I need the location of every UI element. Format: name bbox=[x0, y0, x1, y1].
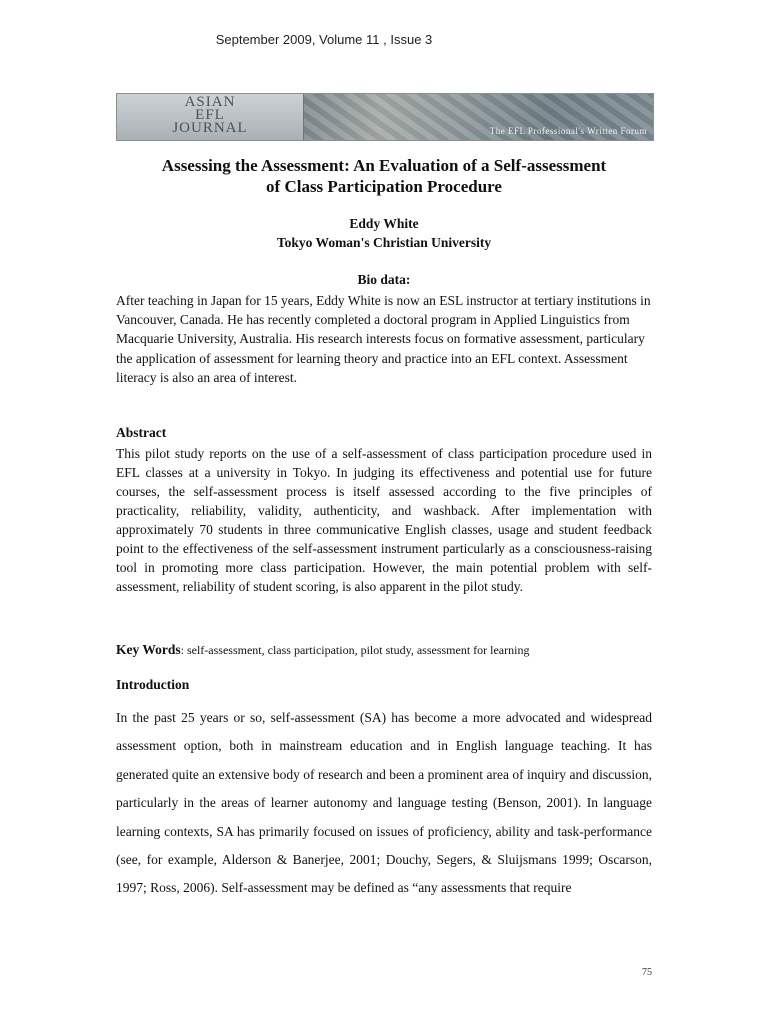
abstract-heading: Abstract bbox=[116, 425, 167, 440]
logo-line-efl: EFL bbox=[195, 107, 225, 123]
article-title-line-2: of Class Participation Procedure bbox=[266, 177, 502, 196]
introduction-heading: Introduction bbox=[116, 677, 190, 692]
issue-header: September 2009, Volume 11 , Issue 3 bbox=[215, 32, 433, 47]
keywords-label: Key Words bbox=[116, 642, 181, 657]
keywords-list: : self-assessment, class participation, pilot study, assessment for learning bbox=[180, 643, 530, 657]
article-title-line-1: Assessing the Assessment: An Evaluation of a Self-assessment bbox=[161, 156, 607, 175]
author-affiliation: Tokyo Woman's Christian University bbox=[276, 235, 492, 250]
abstract-paragraph: This pilot study reports on the use of a self-assessment of class participation procedure used in EFL classes at a university in Tokyo. In judging its effectiveness and potential use for future courses, the self-assessment process is itself assessed according to the five principles of practicality, reliability, validity, authenticity, and washback. After implementation with approximately 70 students in three communicative English classes, usage and student feedback point to the effectiveness of the self-assessment instrument particularly as a consciousness-raising tool in promoting more class participation. However, the main potential problem with self-assessment, reliability of student scoring, is also apparent in the pilot study. bbox=[116, 446, 652, 594]
page-number: 75 bbox=[642, 967, 652, 978]
banner-tagline: The EFL Professional's Written Forum bbox=[489, 126, 647, 136]
logo-line-journal: JOURNAL bbox=[172, 120, 248, 136]
author-name: Eddy White bbox=[349, 216, 419, 231]
journal-banner bbox=[116, 93, 654, 141]
bio-paragraph: After teaching in Japan for 15 years, Eddy White is now an ESL instructor at tertiary institutions in Vancouver, Canada. He has recently completed a doctoral program in Applied Linguistics from Macquarie University, Australia. His research interests focus on formative assessment, particulary the application of assessment for learning theory and practice into an EFL context. Assessment literacy is also an area of interest. bbox=[116, 293, 651, 385]
journal-logo bbox=[117, 96, 303, 135]
banner-map-image bbox=[304, 94, 653, 140]
logo-line-asian: ASIAN bbox=[184, 94, 236, 110]
bio-heading: Bio data: bbox=[357, 272, 411, 287]
keywords-line bbox=[116, 642, 652, 658]
journal-logo-panel bbox=[117, 94, 304, 140]
article-title bbox=[116, 155, 652, 197]
introduction-paragraph: In the past 25 years or so, self-assessment (SA) has become a more advocated and widespread assessment option, both in mainstream education and in English language teaching. It has generated quite an extensive body of research and been a prominent area of inquiry and discussion, particularly in the areas of learner autonomy and language testing (Benson, 2001). In language learning contexts, SA has primarily focused on issues of proficiency, ability and task-performance (see, for example, Alderson & Banerjee, 2001; Douchy, Segers, & Sluijsmans 1999; Oscarson, 1997; Ross, 2006). Self-assessment may be defined as “any assessments that require bbox=[116, 710, 652, 896]
